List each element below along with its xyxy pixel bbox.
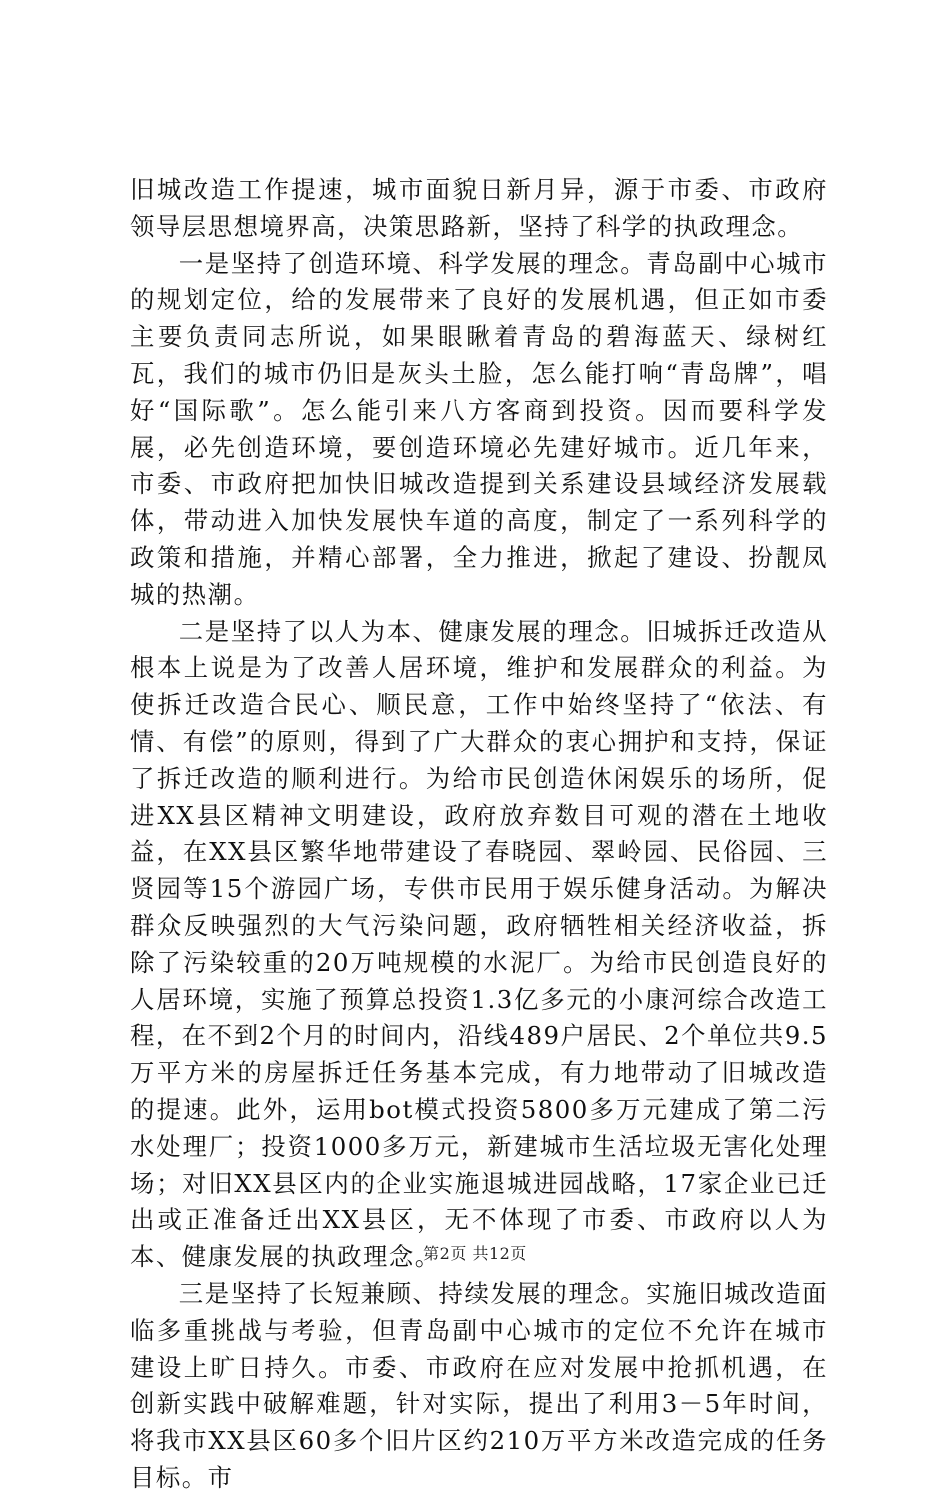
body-text [130, 172, 828, 1497]
page-footer: 第2页 共12页 [423, 1244, 527, 1263]
paragraph-point-two: 二是坚持了以人为本、健康发展的理念。旧城拆迁改造从根本上说是为了改善人居环境，维护和发展群众的利益。为使拆迁改造合民心、顺民意，工作中始终坚持了“依法、有情、有偿”的原则，得到了广大群众的衷心拥护和支持，保证了拆迁改造的顺利进行。为给市民创造休闲娱乐的场所，促进XX县区精神文明建设，政府放弃数目可观的潜在土地收益，在XX县区繁华地带建设了春晓园、翠岭园、民俗园、三贤园等15个游园广场，专供市民用于娱乐健身活动。为解决群众反映强烈的大气污染问题，政府牺牲相关经济收益，拆除了污染较重的20万吨规模的水泥厂。为给市民创造良好的人居环境，实施了预算总投资1.3亿多元的小康河综合改造工程，在不到2个月的时间内，沿线489户居民、2个单位共9.5万平方米的房屋拆迁任务基本完成，有力地带动了旧城改造的提速。此外，运用bot模式投资5800多万元建成了第二污水处理厂；投资1000多万元，新建城市生活垃圾无害化处理场；对旧XX县区内的企业实施退城进园战略，17家企业已迁出或正准备迁出XX县区，无不体现了市委、市政府以人为本、健康发展的执政理念。 [130, 616, 828, 1272]
paragraph-continuation: 旧城改造工作提速，城市面貌日新月异，源于市委、市政府领导层思想境界高，决策思路新，坚持了科学的执政理念。 [130, 175, 828, 241]
paragraph-point-three: 三是坚持了长短兼顾、持续发展的理念。实施旧城改造面临多重挑战与考验，但青岛副中心城市的定位不允许在城市建设上旷日持久。市委、市政府在应对发展中抢抓机遇，在创新实践中破解难题，针对实际，提出了利用3－5年时间，将我市XX县区60多个旧片区约210万平方米改造完成的任务目标。市 [130, 1278, 828, 1492]
paragraph-point-one: 一是坚持了创造环境、科学发展的理念。青岛副中心城市的规划定位，给的发展带来了良好的发展机遇，但正如市委主要负责同志所说，如果眼瞅着青岛的碧海蓝天、绿树红瓦，我们的城市仍旧是灰头土脸，怎么能打响“青岛牌”，唱好“国际歌”。怎么能引来八方客商到投资。因而要科学发展，必先创造环境，要创造环境必先建好城市。近几年来，市委、市政府把加快旧城改造提到关系建设县域经济发展载体，带动进入加快发展快车道的高度，制定了一系列科学的政策和措施，并精心部署，全力推进，掀起了建设、扮靓凤城的热潮。 [130, 248, 828, 609]
